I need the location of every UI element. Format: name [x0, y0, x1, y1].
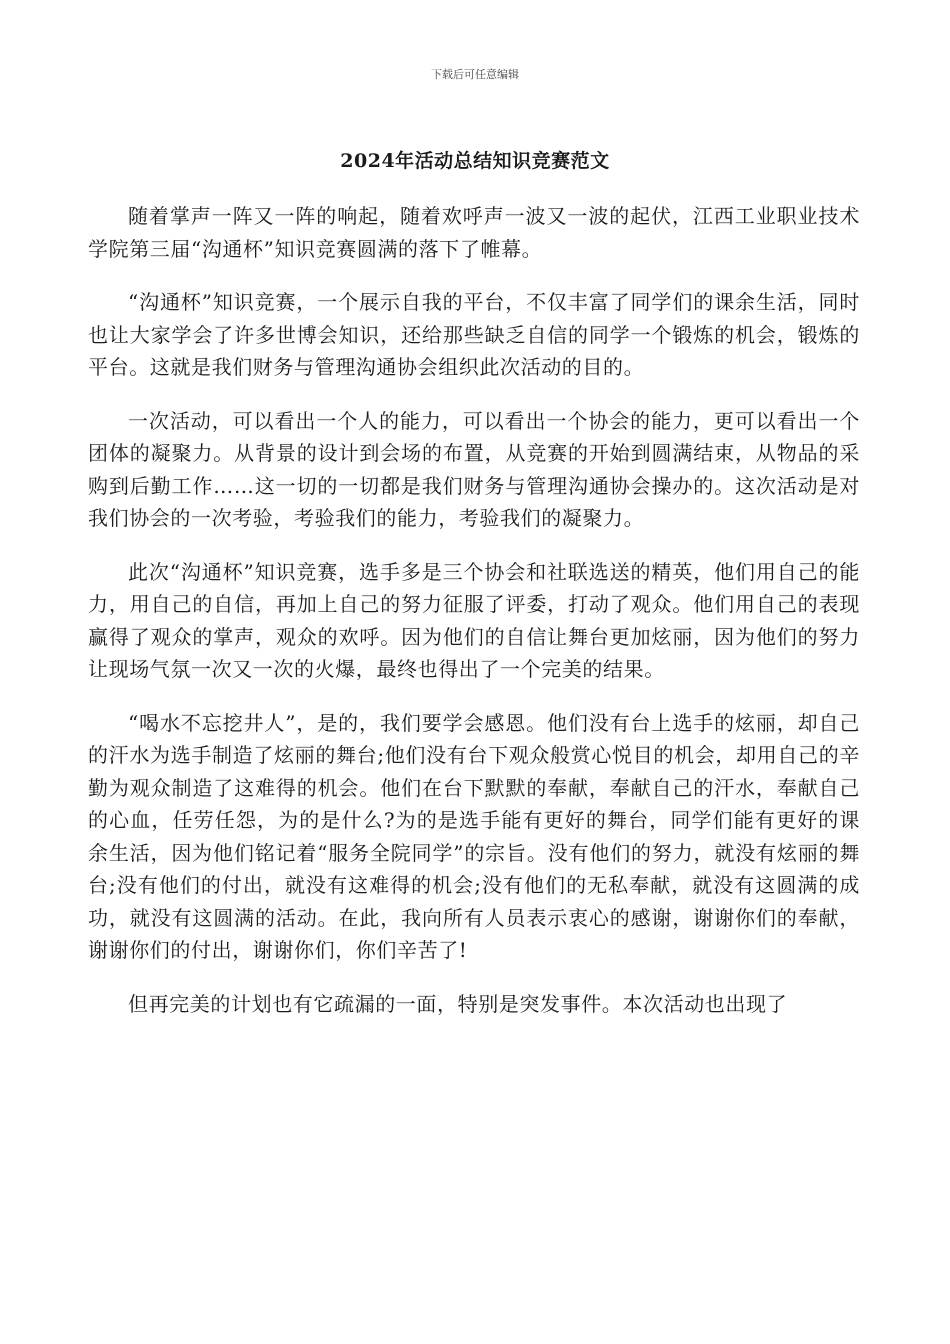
page-header-note: 下载后可任意编辑	[431, 68, 519, 81]
paragraph: “喝水不忘挖井人”，是的，我们要学会感恩。他们没有台上选手的炫丽，却自己的汗水为选手制造了炫丽的舞台;他们没有台下观众般赏心悦目的机会，却用自己的辛勤为观众制造了这难得的机会。他们在台下默默的奉献，奉献自己的汗水，奉献自己的心血，任劳任怨，为的是什么?为的是选手能有更好的舞台，同学们能有更好的课余生活，因为他们铭记着“服务全院同学”的宗旨。没有他们的努力，就没有炫丽的舞台;没有他们的付出，就没有这难得的机会;没有他们的无私奉献，就没有这圆满的成功，就没有这圆满的活动。在此，我向所有人员表示衷心的感谢，谢谢你们的奉献，谢谢你们的付出，谢谢你们，你们辛苦了!	[88, 710, 860, 962]
paragraph: “沟通杯”知识竞赛，一个展示自我的平台，不仅丰富了同学们的课余生活，同时也让大家学会了许多世博会知识，还给那些缺乏自信的同学一个锻炼的机会，锻炼的平台。这就是我们财务与管理沟通协会组织此次活动的目的。	[88, 290, 860, 379]
document-body	[88, 200, 860, 1041]
paragraph: 一次活动，可以看出一个人的能力，可以看出一个协会的能力，更可以看出一个团体的凝聚力。从背景的设计到会场的布置，从竞赛的开始到圆满结束，从物品的采购到后勤工作……这一切的一切都是我们财务与管理沟通协会操办的。这次活动是对我们协会的一次考验，考验我们的能力，考验我们的凝聚力。	[88, 408, 860, 530]
paragraph: 但再完美的计划也有它疏漏的一面，特别是突发事件。本次活动也出现了	[128, 991, 788, 1016]
document-title: 2024年活动总结知识竞赛范文	[340, 150, 610, 172]
paragraph: 此次“沟通杯”知识竞赛，选手多是三个协会和社联选送的精英，他们用自己的能力，用自己的自信，再加上自己的努力征服了评委，打动了观众。他们用自己的表现赢得了观众的掌声，观众的欢呼。因为他们的自信让舞台更加炫丽，因为他们的努力让现场气氛一次又一次的火爆，最终也得出了一个完美的结果。	[88, 559, 860, 681]
paragraph: 随着掌声一阵又一阵的响起，随着欢呼声一波又一波的起伏，江西工业职业技术学院第三届“沟通杯”知识竞赛圆满的落下了帷幕。	[88, 204, 860, 261]
